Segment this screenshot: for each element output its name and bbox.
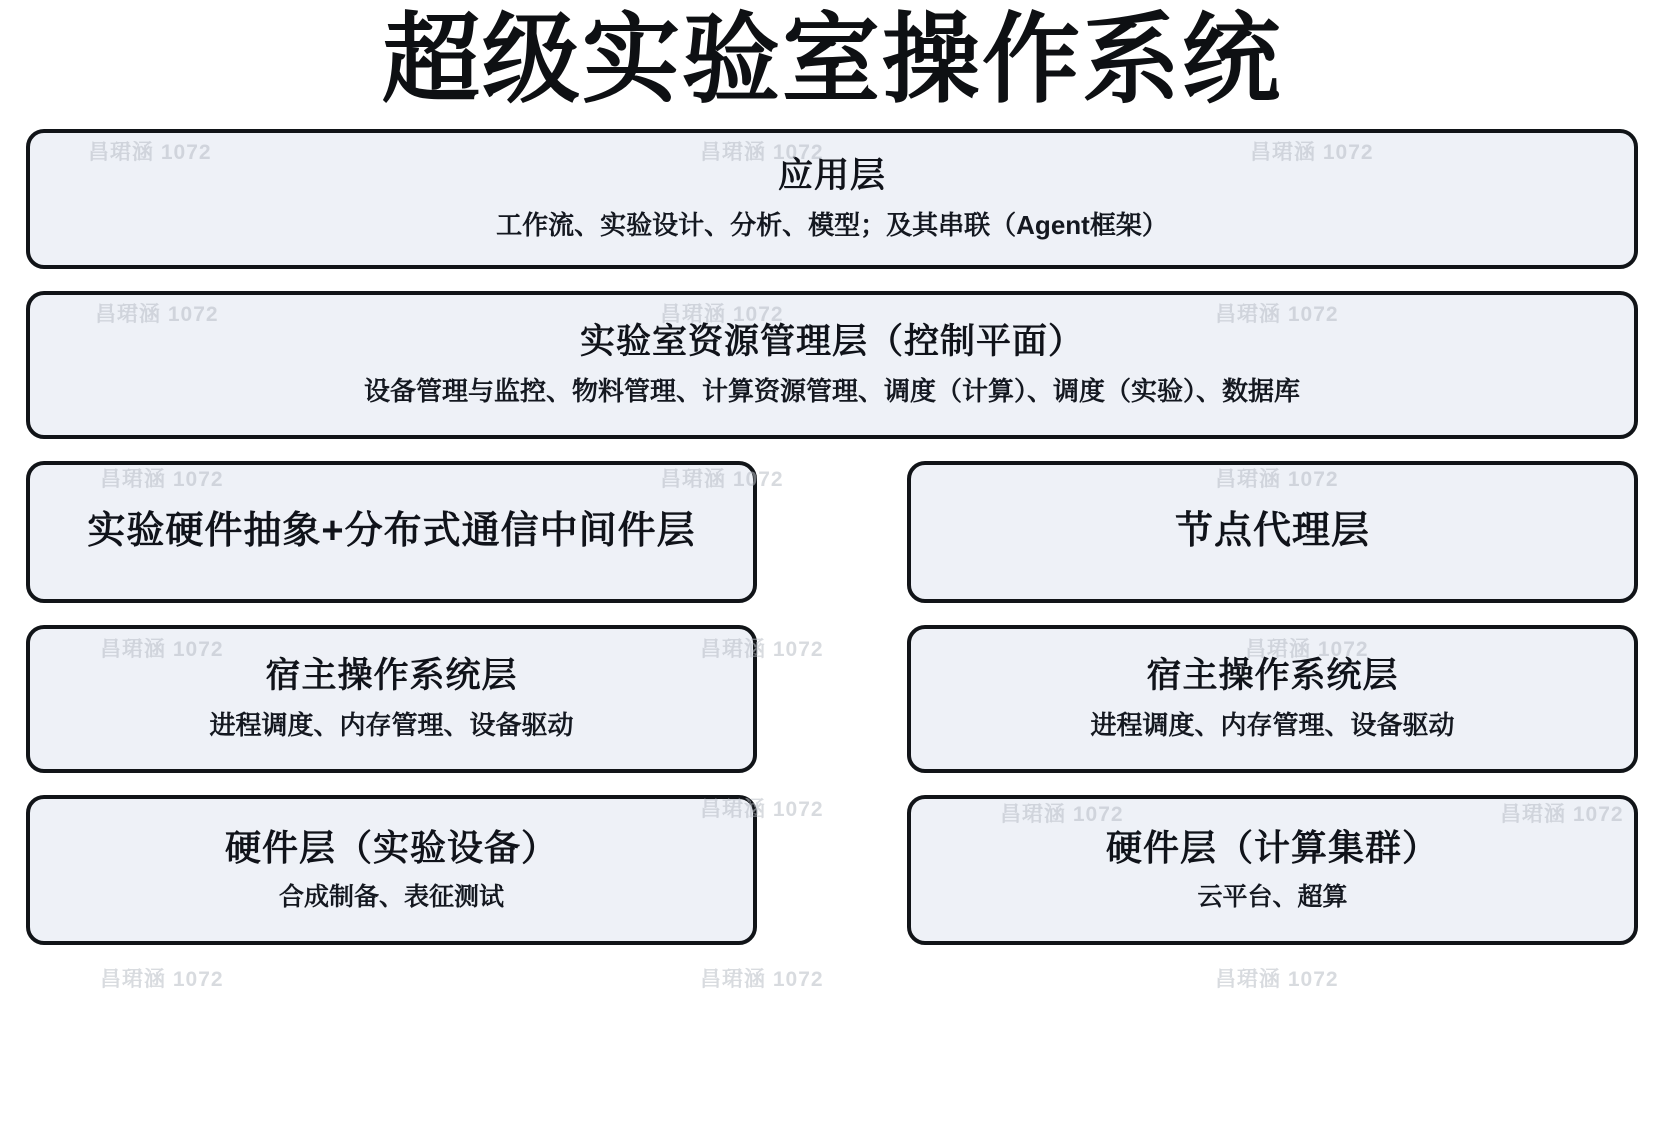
watermark-text: 昌珺涵 1072 [1500, 803, 1624, 826]
layer-node-agent-title: 节点代理层 [1174, 510, 1370, 553]
watermark-text: 昌珺涵 1072 [100, 468, 224, 491]
row-hardware [26, 795, 1638, 945]
layer-host-os-left [26, 625, 757, 773]
layer-hardware-cluster [907, 795, 1638, 945]
watermark-text: 昌珺涵 1072 [700, 798, 824, 821]
watermark-text: 昌珺涵 1072 [100, 968, 224, 991]
layer-resource-management [26, 291, 1638, 439]
layer-hardware-lab [26, 795, 757, 945]
layer-hardware-abstraction-title: 实验硬件抽象+分布式通信中间件层 [87, 510, 696, 553]
watermark-text: 昌珺涵 1072 [660, 468, 784, 491]
layer-resource-management-detail: 设备管理与监控、物料管理、计算资源管理、调度（计算）、调度（实验）、数据库 [363, 375, 1300, 406]
page-title: 超级实验室操作系统 [381, 4, 1282, 114]
layer-application [26, 129, 1638, 269]
watermark-text: 昌珺涵 1072 [1250, 141, 1374, 164]
layer-node-agent [907, 461, 1638, 603]
watermark-text: 昌珺涵 1072 [1000, 803, 1124, 826]
layer-application-title: 应用层 [777, 155, 886, 195]
watermark-text: 昌珺涵 1072 [700, 638, 824, 661]
layer-hardware-cluster-title: 硬件层（计算集群） [1105, 827, 1439, 869]
watermark-text: 昌珺涵 1072 [1215, 968, 1339, 991]
watermark-text: 昌珺涵 1072 [1245, 638, 1369, 661]
layer-application-detail: 工作流、实验设计、分析、模型；及其串联（Agent框架） [496, 209, 1168, 240]
layer-hardware-abstraction [26, 461, 757, 603]
watermark-text: 昌珺涵 1072 [660, 303, 784, 326]
layer-hardware-cluster-detail: 云平台、超算 [1197, 883, 1348, 912]
row-host-os [26, 625, 1638, 773]
layer-hardware-lab-title: 硬件层（实验设备） [224, 827, 558, 869]
layer-host-os-left-title: 宿主操作系统层 [265, 655, 518, 695]
layer-host-os-left-detail: 进程调度、内存管理、设备驱动 [209, 709, 574, 740]
watermark-text: 昌珺涵 1072 [1215, 303, 1339, 326]
layer-resource-management-title: 实验室资源管理层（控制平面） [579, 321, 1084, 361]
layer-hardware-lab-detail: 合成制备、表征测试 [278, 883, 504, 912]
watermark-text: 昌珺涵 1072 [1215, 468, 1339, 491]
watermark-text: 昌珺涵 1072 [700, 968, 824, 991]
diagram-canvas [0, 4, 1664, 1128]
watermark-text: 昌珺涵 1072 [700, 141, 824, 164]
watermark-text: 昌珺涵 1072 [88, 141, 212, 164]
watermark-text: 昌珺涵 1072 [95, 303, 219, 326]
layer-host-os-right [907, 625, 1638, 773]
watermark-text: 昌珺涵 1072 [100, 638, 224, 661]
layer-host-os-right-detail: 进程调度、内存管理、设备驱动 [1090, 709, 1455, 740]
layer-host-os-right-title: 宿主操作系统层 [1146, 655, 1399, 695]
row-abstraction-agent [26, 461, 1638, 603]
